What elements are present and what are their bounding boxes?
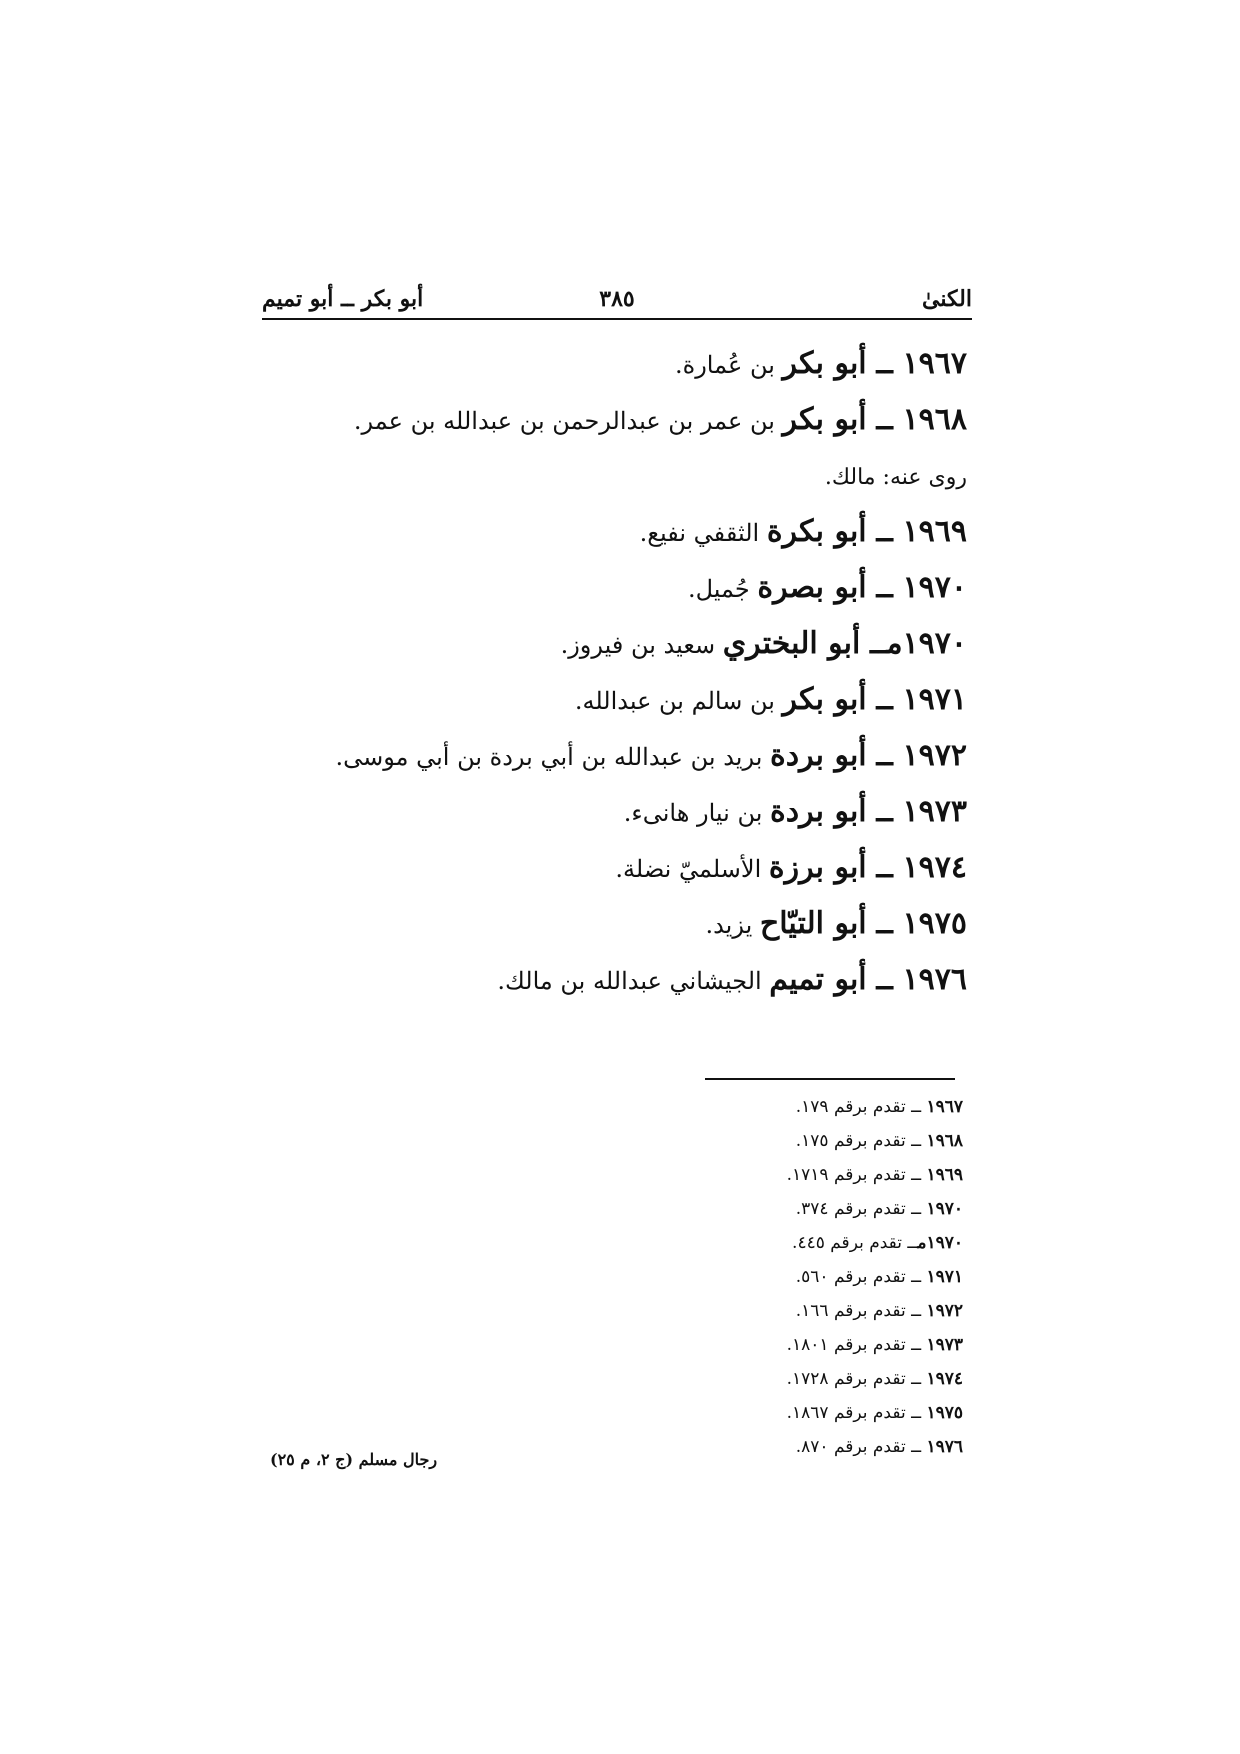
footnote (700, 1328, 963, 1362)
entry-kunya: أبو التيّاح (759, 906, 867, 941)
footnote-text: ــ تقدم برقم ٣٧٤. (795, 1199, 927, 1219)
footnote-text: ــ تقدم برقم ٨٧٠. (795, 1437, 927, 1457)
entry-number: ١٩٧٣ (902, 794, 967, 829)
entry-number: ١٩٧١ (902, 682, 967, 717)
entry-text: الثقفي نفيع. (639, 519, 767, 547)
entry (262, 672, 967, 728)
page-number: ٣٨٥ (599, 286, 635, 312)
entry-kunya: أبو بردة (770, 794, 867, 829)
entry-dash: ــ (866, 515, 903, 548)
footnote-number: ١٩٦٩ (926, 1165, 963, 1185)
entry-dash: ــ (860, 627, 887, 660)
footnote-text: ــ تقدم برقم ١٨٦٧. (786, 1403, 927, 1423)
entry-text: يزيد. (705, 911, 760, 939)
entry-number: ١٩٧٤ (902, 850, 967, 885)
entry-dash: ــ (866, 851, 903, 884)
entries-list (262, 336, 967, 1008)
footnote (700, 1158, 963, 1192)
header-range: أبو بكر ــ أبو تميم (262, 286, 424, 312)
volume-signature: رجال مسلم (ج ٢، م ٢٥) (270, 1450, 438, 1469)
entry-kunya: أبو البختري (722, 626, 861, 661)
entry (262, 952, 967, 1008)
footnote (700, 1362, 963, 1396)
footnote (700, 1124, 963, 1158)
entry-kunya: أبو تميم (769, 962, 867, 997)
entry-text: جُميل. (687, 575, 758, 603)
footnote-text: ــ تقدم برقم ١٧٢٨. (786, 1369, 927, 1389)
entry (262, 784, 967, 840)
entry (262, 560, 967, 616)
entry-number: ١٩٧٥ (902, 906, 967, 941)
entry-kunya: أبو بردة (770, 738, 867, 773)
entry-note (262, 448, 967, 504)
footnote-number: ١٩٧٢ (926, 1301, 963, 1321)
footnote (700, 1294, 963, 1328)
entry (262, 392, 967, 448)
entry (262, 728, 967, 784)
footnote-text: ــ تقدم برقم ١٦٦. (795, 1301, 927, 1321)
entry-number: ١٩٦٩ (902, 514, 967, 549)
footnote-number: ١٩٧٠م (917, 1233, 963, 1253)
entry (262, 504, 967, 560)
footnote-text: ــ تقدم برقم ٤٤٥. (792, 1233, 918, 1253)
footnote-rule (705, 1078, 955, 1080)
footnote (700, 1090, 963, 1124)
entry-number: ١٩٧٢ (902, 738, 967, 773)
entry-dash: ــ (866, 739, 903, 772)
entry-kunya: أبو بكر (782, 402, 867, 437)
entry (262, 840, 967, 896)
entry-text: بن عمر بن عبدالرحمن بن عبدالله بن عمر. (353, 407, 783, 435)
entry-dash: ــ (866, 963, 903, 996)
entry-kunya: أبو بكر (782, 682, 867, 717)
footnote (700, 1396, 963, 1430)
footnote-text: ــ تقدم برقم ١٨٠١. (786, 1335, 927, 1355)
footnote (700, 1192, 963, 1226)
narrator-note: روى عنه: مالك. (824, 465, 967, 490)
entry-number: ١٩٦٧ (902, 346, 967, 381)
footnote-number: ١٩٦٨ (926, 1131, 963, 1151)
footnote-text: ــ تقدم برقم ٥٦٠. (795, 1267, 927, 1287)
footnote-text: ــ تقدم برقم ١٧١٩. (786, 1165, 927, 1185)
entry-dash: ــ (866, 347, 903, 380)
footnote-number: ١٩٧١ (926, 1267, 963, 1287)
entry (262, 616, 967, 672)
entry-text: الجيشاني عبدالله بن مالك. (497, 967, 770, 995)
entry-number: ١٩٧٦ (902, 962, 967, 997)
entry-kunya: أبو بكرة (766, 514, 867, 549)
entry-text: بن نيار هانىء. (623, 799, 771, 827)
footnote-number: ١٩٧٣ (926, 1335, 963, 1355)
entry-text: بن عُمارة. (675, 351, 783, 379)
footnote-text: ــ تقدم برقم ١٧٥. (795, 1131, 927, 1151)
footnote-number: ١٩٧٠ (926, 1199, 963, 1219)
page-header (262, 284, 972, 320)
entry-kunya: أبو بصرة (757, 570, 867, 605)
entry-dash: ــ (866, 571, 903, 604)
footnote (700, 1226, 963, 1260)
entry-text: بريد بن عبدالله بن أبي بردة بن أبي موسى. (335, 743, 771, 771)
entry-text: الأسلميّ نضلة. (615, 855, 769, 883)
footnote (700, 1260, 963, 1294)
entry-dash: ــ (866, 795, 903, 828)
footnotes-list (700, 1090, 963, 1464)
entry (262, 896, 967, 952)
entry-number: ١٩٦٨ (902, 402, 967, 437)
header-rule (262, 318, 972, 320)
entry-number: ١٩٧٠م (886, 626, 967, 661)
footnote-number: ١٩٧٥ (926, 1403, 963, 1423)
entry-dash: ــ (866, 683, 903, 716)
footnote-number: ١٩٧٦ (926, 1437, 963, 1457)
entry-text: بن سالم بن عبدالله. (574, 687, 783, 715)
footnote (700, 1430, 963, 1464)
entry-number: ١٩٧٠ (902, 570, 967, 605)
footnote-number: ١٩٦٧ (926, 1097, 963, 1117)
footnote-text: ــ تقدم برقم ١٧٩. (795, 1097, 927, 1117)
entry-dash: ــ (866, 907, 903, 940)
entry-kunya: أبو بكر (782, 346, 867, 381)
entry-text: سعيد بن فيروز. (560, 631, 723, 659)
footnote-number: ١٩٧٤ (926, 1369, 963, 1389)
entry-dash: ــ (866, 403, 903, 436)
header-section-title: الكنىٰ (922, 286, 972, 312)
entry (262, 336, 967, 392)
entry-kunya: أبو برزة (768, 850, 867, 885)
